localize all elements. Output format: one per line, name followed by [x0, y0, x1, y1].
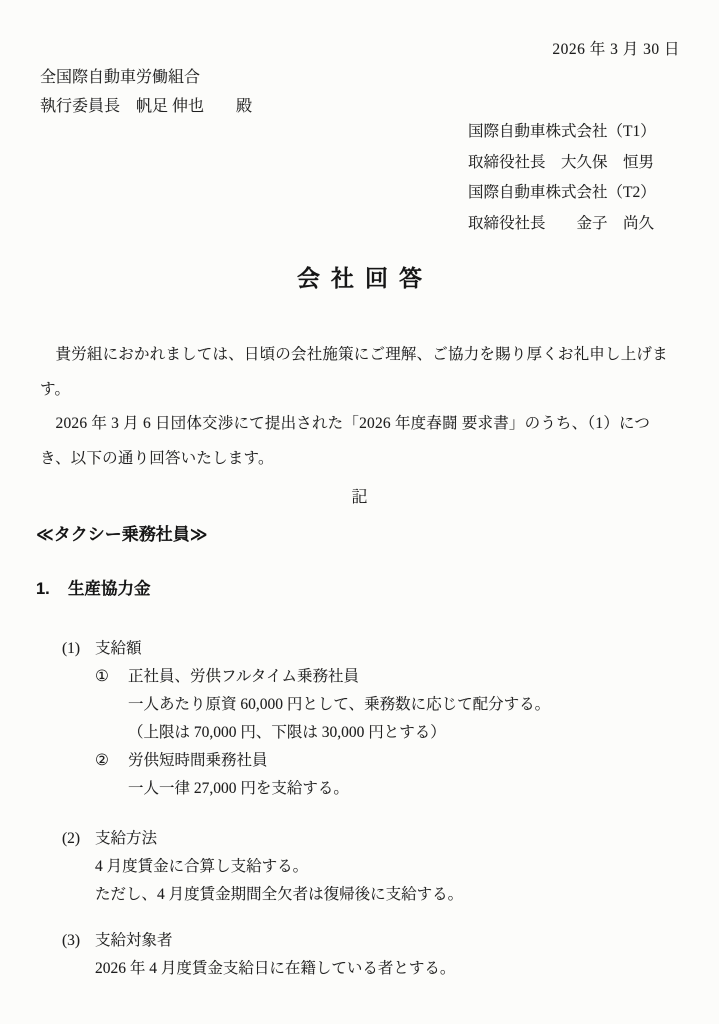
addressee-person: 執行委員長 帆足 伸也 殿 [40, 98, 253, 115]
subitem-payment-amount [62, 635, 679, 803]
subitem-payment-recipients [62, 927, 679, 983]
subitem-2-marker: (2) [62, 830, 81, 847]
subitem-1-label: 支給額 [95, 640, 142, 657]
sender-block [468, 117, 656, 239]
subitem-3-detail-1: 2026 年 4 月度賃金支給日に在籍している者とする。 [95, 960, 456, 977]
section-1-heading [36, 577, 679, 601]
sender-company-t1: 国際自動車株式会社（T1） [468, 123, 656, 140]
subitem-2-body [95, 825, 679, 909]
body-paragraph-response: 2026 年 3 月 6 日団体交渉にて提出された「2026 年度春闘 要求書」のうち、（1）につき、以下の通り回答いたします。 [40, 415, 651, 467]
section-1-number: 1. [36, 580, 50, 598]
document-body [36, 338, 679, 983]
subitem-2-label: 支給方法 [95, 830, 158, 847]
clause-2-label: 労供短時間乗務社員 [128, 752, 268, 769]
subitem-3-label: 支給対象者 [95, 932, 173, 949]
clause-1-body [128, 663, 679, 747]
addressee-block [40, 63, 252, 121]
clause-2-marker: ② [95, 752, 109, 769]
clause-1-detail-2: （上限は 70,000 円、下限は 30,000 円とする） [128, 724, 446, 741]
body-paragraph-greeting: 貴労組におかれましては、日頃の会社施策にご理解、ご協力を賜り厚くお礼申し上げます。 [40, 346, 668, 398]
clause-2-body [128, 747, 679, 803]
subitem-1-marker: (1) [62, 640, 81, 657]
clause-2-detail-1: 一人一律 27,000 円を支給する。 [128, 780, 349, 797]
sender-president-t1: 取締役社長 大久保 恒男 [468, 153, 655, 171]
clause-parttime-crew [95, 747, 679, 803]
record-marker: 記 [351, 489, 368, 506]
subitem-1-body [95, 635, 679, 803]
addressee-organization: 全国際自動車労働組合 [40, 69, 201, 86]
clause-fulltime-crew [95, 663, 679, 747]
clause-1-marker: ① [95, 668, 109, 685]
sender-president-t2: 取締役社長 金子 尚久 [468, 214, 655, 232]
subitem-payment-method [62, 825, 679, 909]
clause-1-detail-1: 一人あたり原資 60,000 円として、乗務数に応じて配分する。 [128, 696, 551, 713]
subitem-2-detail-1: 4 月度賃金に合算し支給する。 [95, 858, 309, 875]
subitem-3-marker: (3) [62, 932, 81, 949]
document-title: 会社回答 [297, 265, 433, 291]
section-1-title: 生産協力金 [68, 580, 151, 598]
document-date: 2026 年 3 月 30 日 [552, 41, 680, 58]
subitem-3-body [95, 927, 679, 983]
subitem-2-detail-2: ただし、4 月度賃金期間全欠者は復帰後に支給する。 [95, 886, 464, 903]
group-heading-taxi-crew: ≪タクシー乗務社員≫ [36, 525, 208, 544]
sender-company-t2: 国際自動車株式会社（T2） [468, 184, 656, 201]
clause-1-label: 正社員、労供フルタイム乗務社員 [128, 668, 359, 685]
